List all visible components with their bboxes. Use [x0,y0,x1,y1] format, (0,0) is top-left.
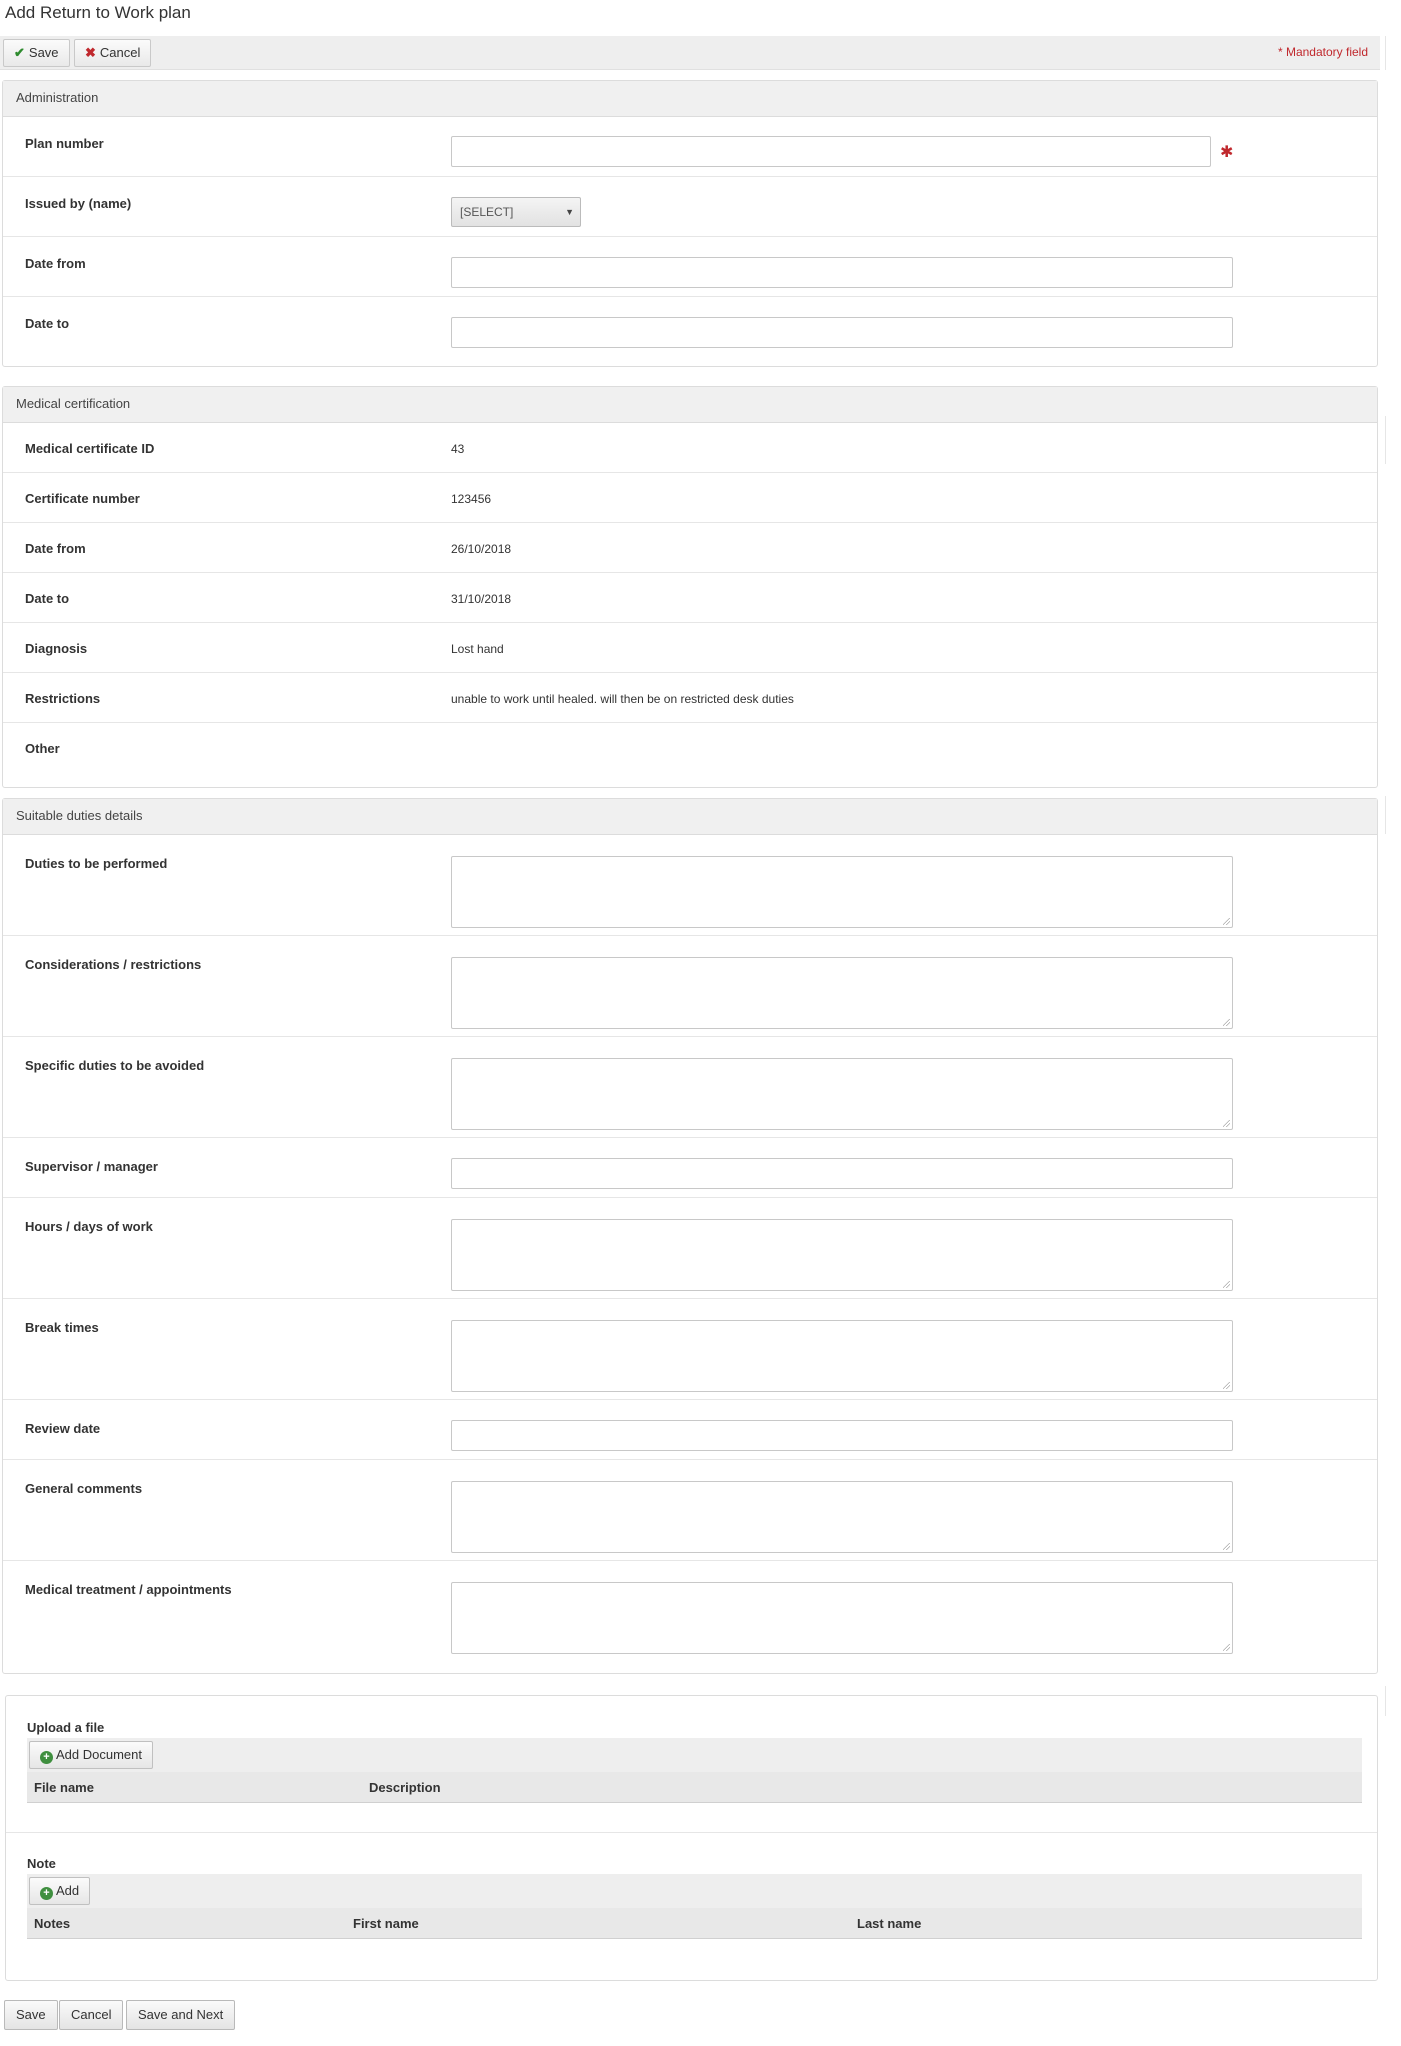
note-grid-header [27,1908,1362,1939]
medical-row [3,723,1377,786]
dropdown-caret-icon: ▼ [565,207,574,217]
duties-row [3,1198,1377,1299]
admin-date-to-label: Date to [25,316,70,331]
considerations-textarea[interactable] [451,957,1233,1029]
suitable-duties-panel [2,798,1378,1674]
plan-number-input[interactable] [451,136,1211,167]
x-icon: ✖ [85,45,96,60]
hours-days-textarea[interactable] [451,1219,1233,1291]
medical-row [3,623,1377,673]
plus-circle-icon: + [40,1887,53,1900]
note-heading: Note [27,1856,56,1871]
medical-row-label: Restrictions [25,691,101,706]
mandatory-field-note: * Mandatory field [1277,45,1368,59]
medical-treatment-textarea[interactable] [451,1582,1233,1654]
medical-row [3,523,1377,573]
admin-date-to-row [3,297,1377,366]
description-column-header[interactable]: Description [369,1780,441,1795]
duties-row [3,936,1377,1037]
check-icon: ✔ [14,45,25,60]
general-comments-textarea[interactable] [451,1481,1233,1553]
medical-row [3,673,1377,723]
admin-date-from-label: Date from [25,256,86,271]
save-button[interactable] [3,39,70,67]
issued-by-row [3,177,1377,237]
duties-row [3,1400,1377,1460]
issued-by-label: Issued by (name) [25,196,132,211]
break-times-label: Break times [25,1320,99,1335]
suitable-duties-heading: Suitable duties details [3,799,1377,835]
top-toolbar [0,36,1380,70]
medical-certification-panel [2,386,1378,788]
review-date-input[interactable] [451,1420,1233,1451]
admin-date-from-row [3,237,1377,297]
medical-row-label: Diagnosis [25,641,88,656]
medical-row [3,573,1377,623]
medical-row-label: Medical certificate ID [25,441,155,456]
general-comments-label: General comments [25,1481,143,1496]
medical-row-label: Other [25,741,60,756]
duties-row [3,1037,1377,1138]
upload-toolbar [27,1738,1362,1772]
add-note-button[interactable] [29,1877,90,1905]
footer-save-button[interactable]: Save [4,2000,58,2030]
issued-by-select[interactable] [451,197,581,227]
cancel-button-label: Cancel [99,45,141,60]
medical-row [3,423,1377,473]
admin-date-from-input[interactable] [451,257,1233,288]
file-name-column-header[interactable]: File name [34,1780,94,1795]
add-document-button[interactable] [29,1741,153,1769]
medical-row-value: 31/10/2018 [451,592,512,606]
medical-row-value: unable to work until healed. will then be on restricted desk duties [451,692,794,706]
duties-avoided-label: Specific duties to be avoided [25,1058,205,1073]
duties-avoided-textarea[interactable] [451,1058,1233,1130]
add-document-label: Add Document [56,1747,142,1762]
page-title: Add Return to Work plan [5,3,191,22]
last-name-column-header[interactable]: Last name [857,1916,922,1931]
issued-by-selected-value: [SELECT] [460,205,514,219]
medical-row-value: 123456 [451,492,492,506]
considerations-label: Considerations / restrictions [25,957,202,972]
required-asterisk-icon: ✱ [1220,144,1234,161]
duties-row [3,1299,1377,1400]
upload-file-heading: Upload a file [27,1720,105,1735]
plan-number-label: Plan number [25,136,104,151]
plan-number-row [3,117,1377,177]
save-button-label: Save [28,45,59,60]
duties-row [3,1561,1377,1673]
medical-row-label: Date to [25,591,70,606]
administration-panel [2,80,1378,367]
administration-heading: Administration [3,81,1377,117]
footer-cancel-button[interactable]: Cancel [59,2000,123,2030]
duties-row [3,1460,1377,1561]
section-divider [6,1832,1377,1833]
plus-circle-icon: + [40,1751,53,1764]
medical-row-value: 26/10/2018 [451,542,512,556]
supervisor-label: Supervisor / manager [25,1159,158,1174]
add-note-label: Add [56,1883,80,1898]
notes-column-header[interactable]: Notes [34,1916,71,1931]
medical-row-value: 43 [451,442,465,456]
duties-row [3,835,1377,936]
medical-certification-heading: Medical certification [3,387,1377,423]
medical-row [3,473,1377,523]
save-and-next-button[interactable]: Save and Next [126,2000,235,2030]
upload-grid-header [27,1772,1362,1803]
medical-row-value: Lost hand [451,642,504,656]
review-date-label: Review date [25,1421,101,1436]
duties-performed-label: Duties to be performed [25,856,168,871]
attachments-panel [5,1695,1378,1981]
hours-days-label: Hours / days of work [25,1219,153,1234]
note-toolbar [27,1874,1362,1908]
admin-date-to-input[interactable] [451,317,1233,348]
medical-row-label: Certificate number [25,491,140,506]
break-times-textarea[interactable] [451,1320,1233,1392]
first-name-column-header[interactable]: First name [353,1916,419,1931]
medical-row-label: Date from [25,541,86,556]
duties-performed-textarea[interactable] [451,856,1233,928]
cancel-button[interactable] [74,39,151,67]
right-edge-strip [1380,36,1401,2046]
supervisor-input[interactable] [451,1158,1233,1189]
duties-row [3,1138,1377,1198]
medical-treatment-label: Medical treatment / appointments [25,1582,232,1597]
